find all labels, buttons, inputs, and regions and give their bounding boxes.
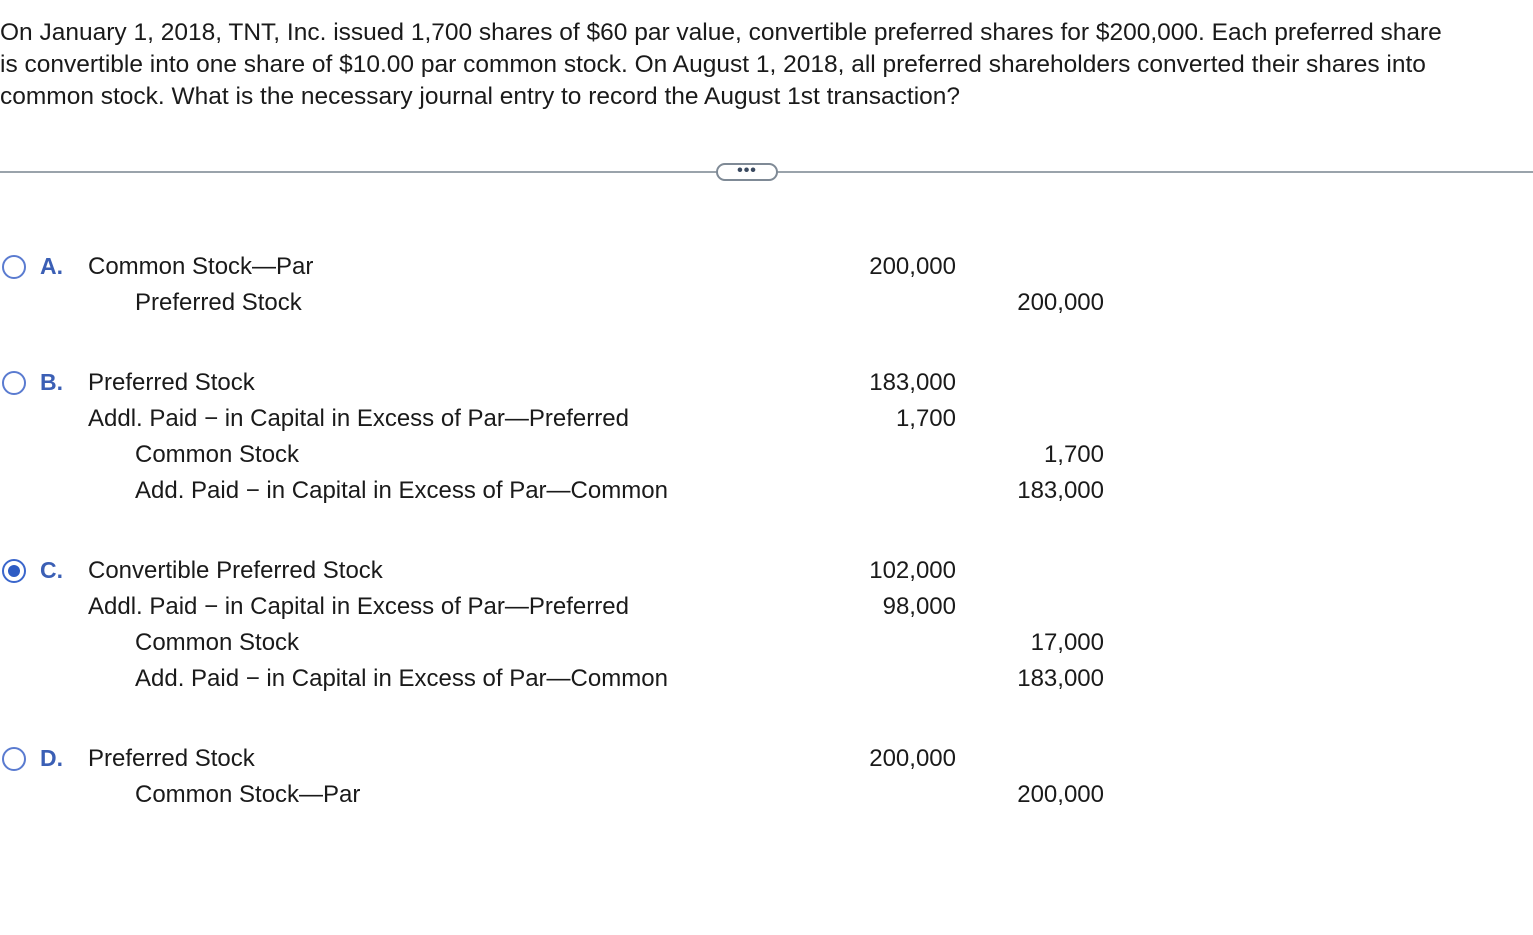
account-name: Convertible Preferred Stock (88, 557, 383, 584)
option-letter: A. (40, 253, 63, 279)
journal-entry-row (0, 401, 1533, 437)
account-name: Common Stock—Par (135, 781, 361, 808)
journal-entry-row (0, 589, 1533, 625)
journal-entry-row (0, 437, 1533, 473)
journal-entry-row (0, 249, 1533, 285)
credit-amount: 183,000 (1017, 477, 1104, 504)
debit-amount: 200,000 (869, 253, 956, 280)
account-name: Preferred Stock (135, 289, 302, 316)
journal-entry-row (0, 625, 1533, 661)
credit-amount: 200,000 (1017, 289, 1104, 316)
question-line: common stock. What is the necessary journal entry to record the August 1st transaction? (0, 83, 961, 110)
account-name: Add. Paid − in Capital in Excess of Par—Common (135, 665, 668, 692)
journal-entry-row (0, 777, 1533, 813)
more-options-button[interactable] (716, 163, 778, 181)
account-name: Common Stock (135, 629, 300, 656)
debit-amount: 200,000 (869, 745, 956, 772)
journal-entry-row (0, 741, 1533, 777)
debit-amount: 183,000 (869, 369, 956, 396)
question-text (0, 17, 1533, 113)
journal-entry-row (0, 553, 1533, 589)
account-name: Common Stock (135, 441, 300, 468)
option-letter: D. (40, 745, 63, 771)
journal-entry-row (0, 285, 1533, 321)
credit-amount: 183,000 (1017, 665, 1104, 692)
account-name: Preferred Stock (88, 369, 255, 396)
credit-amount: 17,000 (1030, 629, 1104, 656)
question-line: On January 1, 2018, TNT, Inc. issued 1,700 shares of $60 par value, convertible preferred shares for $200,000. Each preferred share (0, 19, 1442, 46)
account-name: Add. Paid − in Capital in Excess of Par—Common (135, 477, 668, 504)
journal-entry-row (0, 661, 1533, 697)
account-name: Common Stock—Par (88, 253, 314, 280)
account-name: Addl. Paid − in Capital in Excess of Par—Preferred (88, 593, 629, 620)
option-letter: C. (40, 557, 63, 583)
question-line: is convertible into one share of $10.00 par common stock. On August 1, 2018, all preferred shareholders converted their shares into (0, 51, 1426, 78)
debit-amount: 1,700 (895, 405, 956, 432)
debit-amount: 102,000 (869, 557, 956, 584)
journal-entry-row (0, 365, 1533, 401)
credit-amount: 200,000 (1017, 781, 1104, 808)
debit-amount: 98,000 (882, 593, 956, 620)
journal-entry-row (0, 473, 1533, 509)
ellipsis-icon: ••• (737, 162, 757, 179)
credit-amount: 1,700 (1043, 441, 1104, 468)
account-name: Addl. Paid − in Capital in Excess of Par—Preferred (88, 405, 629, 432)
account-name: Preferred Stock (88, 745, 255, 772)
option-letter: B. (40, 369, 63, 395)
